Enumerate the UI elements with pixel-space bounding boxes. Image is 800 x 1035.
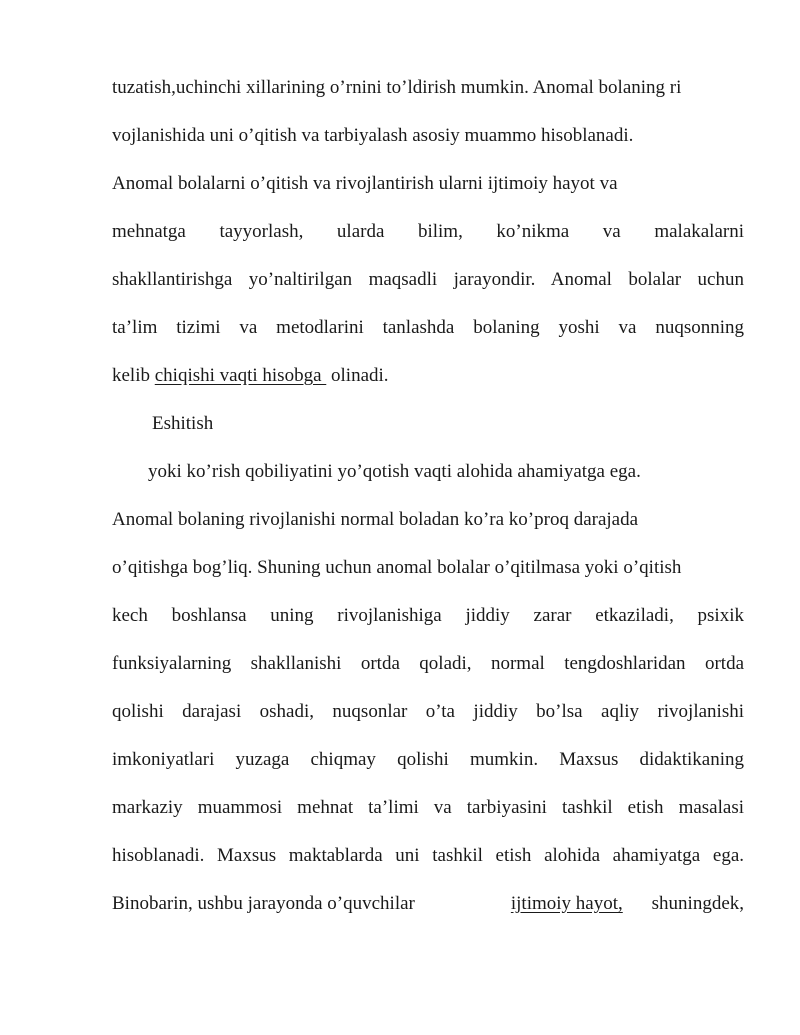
text-line: shakllantirishga yo’naltirilgan maqsadli jarayondir. Anomal bolalar uchun [112,269,744,290]
underlined-text: ijtimoiy hayot, [510,893,623,914]
text-line: yoki ko’rish qobiliyatini yo’qotish vaqti alohida ahamiyatga ega. [148,461,641,482]
text-line: mehnatga tayyorlash, ularda bilim, ko’nikma va malakalarni [112,221,744,242]
text-segment: kelib [112,365,155,386]
text-segment: Binobarin, ushbu jarayonda o’quvchilar [112,893,415,914]
text-line: markaziy muammosi mehnat ta’limi va tarbiyasini tashkil etish masalasi [112,797,744,818]
text-line: Anomal bolaning rivojlanishi normal boladan ko’ra ko’proq darajada [112,509,639,530]
text-line: vojlanishida uni o’qitish va tarbiyalash asosiy muammo hisoblanadi. [112,125,634,146]
text-line: Eshitish [152,413,214,434]
underlined-text: chiqishi vaqti hisobga [154,365,327,386]
text-line: qolishi darajasi oshadi, nuqsonlar o’ta jiddiy bo’lsa aqliy rivojlanishi [112,701,744,722]
text-line: ta’lim tizimi va metodlarini tanlashda bolaning yoshi va nuqsonning [112,317,744,338]
text-line: hisoblanadi. Maxsus maktablarda uni tashkil etish alohida ahamiyatga ega. [112,845,744,866]
text-line: kech boshlansa uning rivojlanishiga jiddiy zarar etkaziladi, psixik [112,605,744,626]
text-line: Anomal bolalarni o’qitish va rivojlantirish ularni ijtimoiy hayot va [112,173,618,194]
text-line [112,892,744,916]
text-segment: olinadi. [326,365,389,386]
text-segment: shuningdek, [651,893,744,914]
text-line: o’qitishga bog’liq. Shuning uchun anomal bolalar o’qitilmasa yoki o’qitish [112,557,682,578]
text-line: imkoniyatlari yuzaga chiqmay qolishi mumkin. Maxsus didaktikaning [112,749,744,770]
text-line [112,364,389,388]
text-line: tuzatish,uchinchi xillarining o’rnini to’ldirish mumkin. Anomal bolaning ri [112,77,682,98]
text-line: funksiyalarning shakllanishi ortda qoladi, normal tengdoshlaridan ortda [112,653,744,674]
